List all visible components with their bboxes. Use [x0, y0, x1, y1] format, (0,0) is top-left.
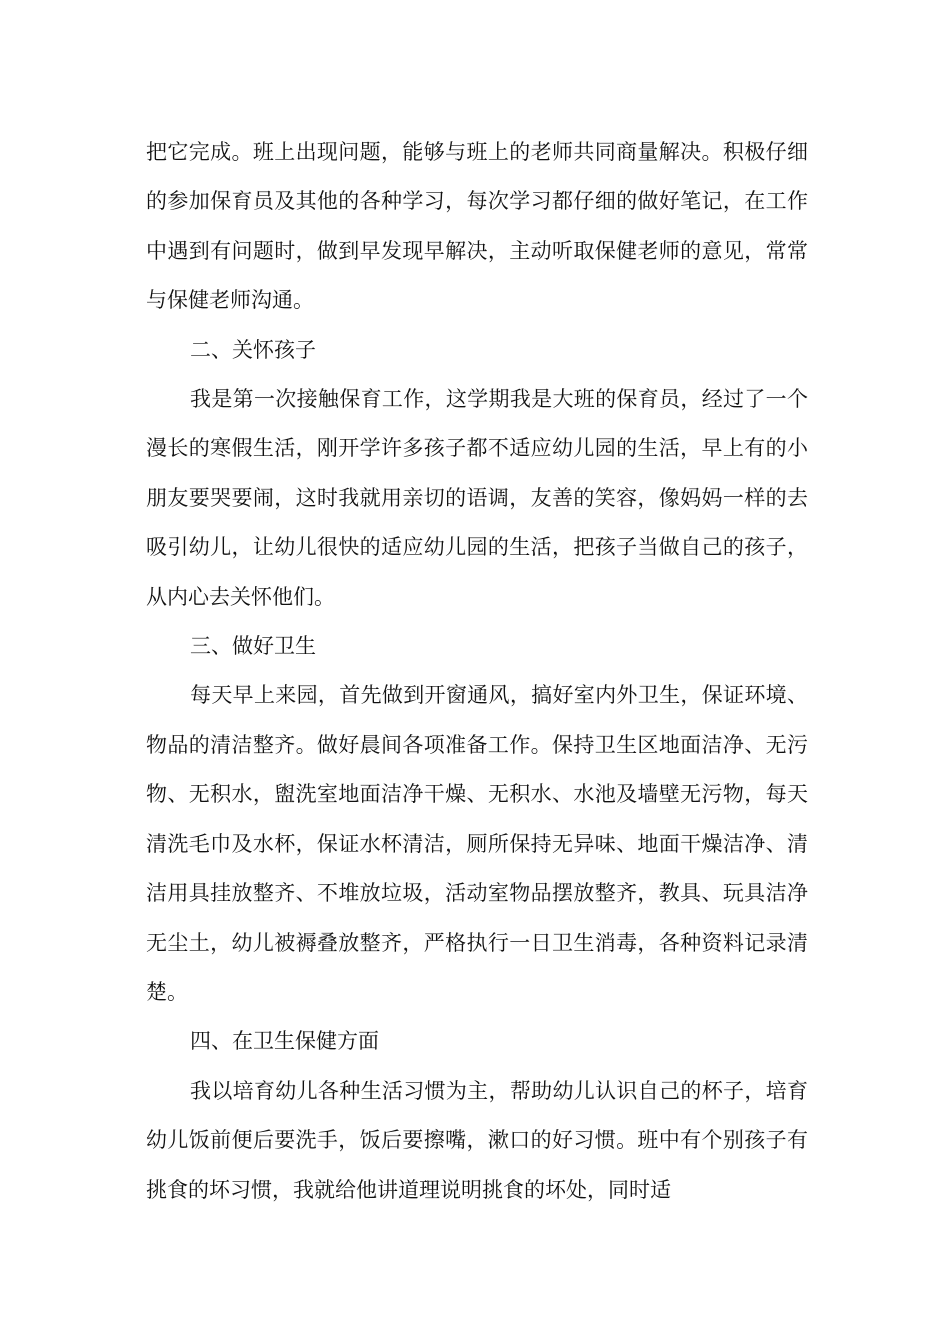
paragraph-hygiene: 每天早上来园，首先做到开窗通风，搞好室内外卫生，保证环境、物品的清洁整齐。做好晨间各项准备工作。保持卫生区地面洁净、无污物、无积水，盥洗室地面洁净干燥、无积水、水池及墙壁无污物，每天清洗毛巾及水杯，保证水杯清洁，厕所保持无异味、地面干燥洁净、清洁用具挂放整齐、不堆放垃圾，活动室物品摆放整齐，教具、玩具洁净无尘土，幼儿被褥叠放整齐，严格执行一日卫生消毒，各种资料记录清楚。: [146, 683, 808, 1004]
section-heading-hygiene: 三、做好卫生: [190, 634, 316, 659]
paragraph-care-children: 我是第一次接触保育工作，这学期我是大班的保育员，经过了一个漫长的寒假生活，刚开学许多孩子都不适应幼儿园的生活，早上有的小朋友要哭要闹，这时我就用亲切的语调，友善的笑容，像妈妈一样的去吸引幼儿，让幼儿很快的适应幼儿园的生活，把孩子当做自己的孩子，从内心去关怀他们。: [146, 387, 808, 609]
paragraph-intro: 把它完成。班上出现问题，能够与班上的老师共同商量解决。积极仔细的参加保育员及其他的各种学习，每次学习都仔细的做好笔记，在工作中遇到有问题时，做到早发现早解决，主动听取保健老师的意见，常常与保健老师沟通。: [146, 140, 808, 313]
section-heading-health-care: 四、在卫生保健方面: [190, 1029, 379, 1054]
paragraph-health-care: 我以培育幼儿各种生活习惯为主，帮助幼儿认识自己的杯子，培育幼儿饭前便后要洗手，饭后要擦嘴，漱口的好习惯。班中有个别孩子有挑食的坏习惯，我就给他讲道理说明挑食的坏处，同时适: [146, 1078, 808, 1202]
document-body: [146, 128, 808, 1215]
section-heading-care-children: 二、关怀孩子: [190, 337, 316, 362]
